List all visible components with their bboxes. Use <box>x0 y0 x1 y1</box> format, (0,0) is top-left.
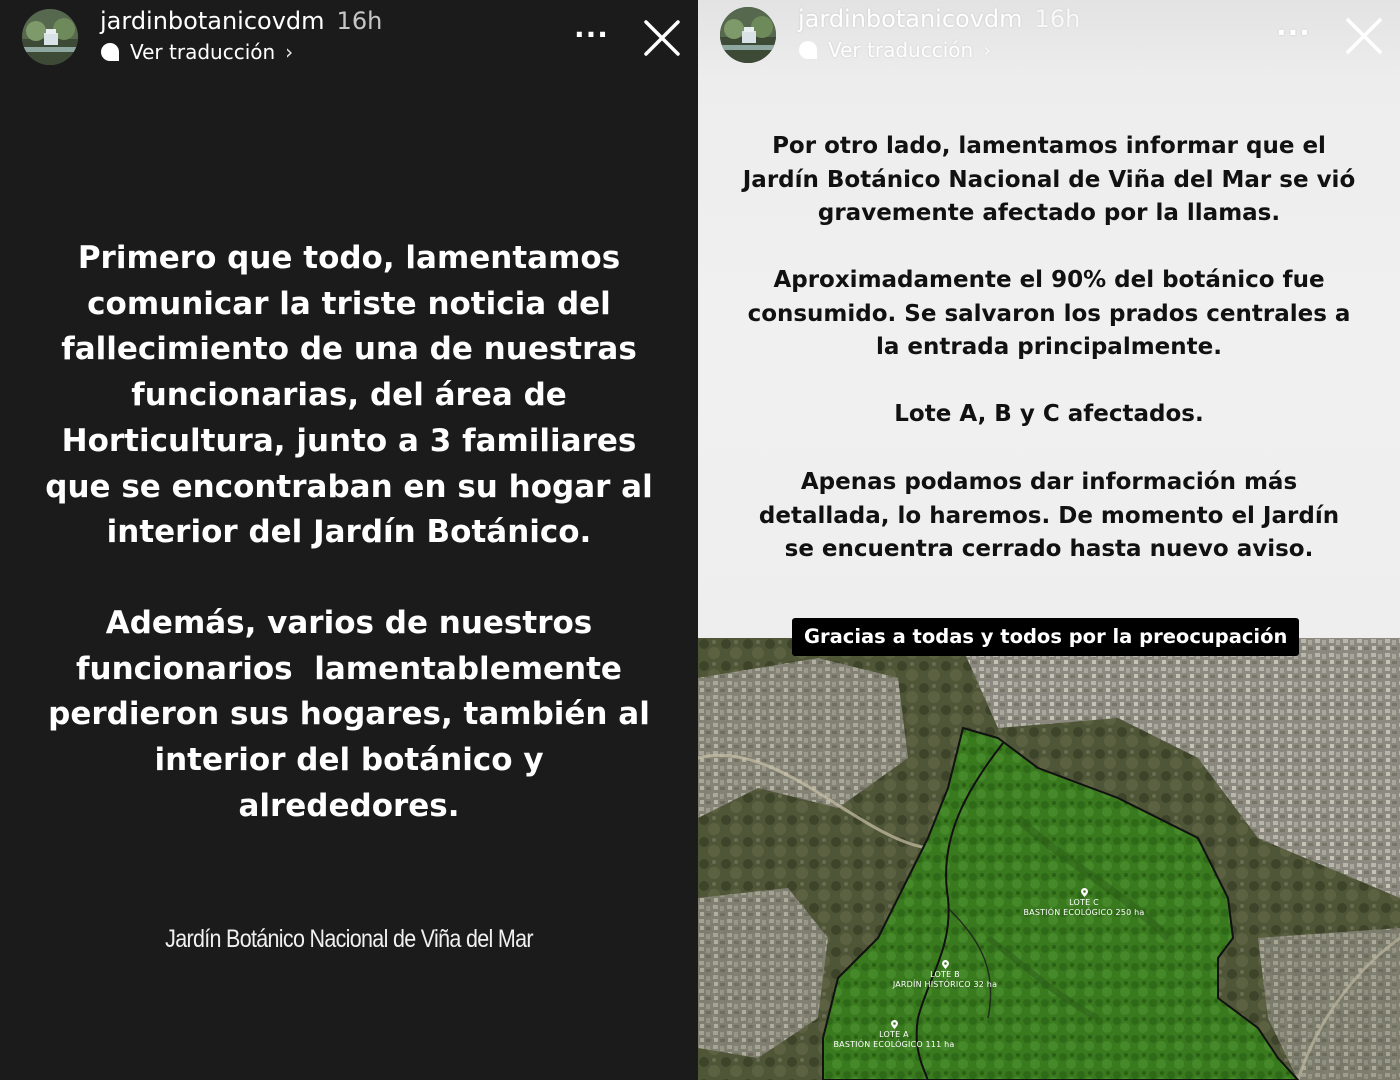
close-icon[interactable] <box>642 18 682 58</box>
story-paragraph-3 <box>718 398 1380 432</box>
story-paragraph-2 <box>718 264 1380 365</box>
text-line: alrededores. <box>238 787 460 824</box>
username[interactable]: jardinbotanicovdm <box>100 7 325 35</box>
map-label-lote-b <box>880 960 1010 990</box>
chevron-right-icon: › <box>285 40 294 64</box>
post-time: 16h <box>336 7 383 35</box>
avatar[interactable] <box>720 7 776 63</box>
post-time: 16h <box>1034 5 1081 33</box>
text-line: Además, varios de nuestros <box>105 605 593 641</box>
lote-name: LOTE A <box>879 1030 909 1039</box>
story-paragraph-1 <box>718 130 1380 231</box>
text-line: comunicar la triste noticia del <box>87 285 611 322</box>
translate-link[interactable] <box>798 38 991 62</box>
translate-bubble-icon <box>100 42 120 62</box>
story-left[interactable] <box>0 0 698 1080</box>
text-line: Jardín Botánico Nacional de Viña del Mar se vió <box>742 166 1356 193</box>
map-label-lote-c <box>1014 888 1154 918</box>
text-line: perdieron sus hogares, también al <box>48 696 650 733</box>
signature: Jardín Botánico Nacional de Viña del Mar <box>165 925 533 953</box>
story-right[interactable] <box>698 0 1400 1080</box>
more-options-icon[interactable]: ··· <box>574 18 609 51</box>
lote-name: LOTE B <box>930 970 960 979</box>
username-row[interactable] <box>100 7 382 35</box>
close-icon[interactable] <box>1344 16 1384 56</box>
map-pin-icon <box>1081 888 1088 897</box>
text-line: detallada, lo haremos. De momento el Jardín <box>758 502 1340 529</box>
more-options-icon[interactable]: ··· <box>1276 16 1311 49</box>
avatar[interactable] <box>22 9 78 65</box>
text-line: Aproximadamente el 90% del botánico fue <box>773 267 1325 293</box>
chevron-right-icon: › <box>983 38 992 62</box>
translate-label: Ver traducción <box>828 38 974 62</box>
text-line: se encuentra cerrado hasta nuevo aviso. <box>784 536 1314 562</box>
story-paragraph-2 <box>40 601 658 830</box>
map-pin-icon <box>891 1020 898 1029</box>
text-line: Por otro lado, lamentamos informar que el <box>772 133 1326 159</box>
translate-label: Ver traducción <box>130 40 276 64</box>
text-line: funcionarios lamentablemente <box>76 650 622 687</box>
story-paragraph-1 <box>40 236 658 556</box>
text-line: la entrada principalmente. <box>876 334 1222 360</box>
lote-desc: JARDÍN HISTÓRICO 32 ha <box>892 980 998 989</box>
text-line: fallecimiento de una de nuestras <box>61 331 637 368</box>
text-line: interior del botánico y <box>154 742 544 779</box>
story-paragraph-4 <box>718 466 1380 567</box>
text-line: Apenas podamos dar información más <box>800 469 1298 495</box>
satellite-map <box>698 638 1400 1080</box>
text-line: gravemente afectado por la llamas. <box>817 200 1281 226</box>
story-header <box>698 0 1400 80</box>
username[interactable]: jardinbotanicovdm <box>798 5 1023 33</box>
username-row[interactable] <box>798 5 1080 33</box>
story-header <box>0 0 698 80</box>
map-pin-icon <box>942 960 949 969</box>
caption-sticker: Gracias a todas y todos por la preocupación <box>792 618 1299 656</box>
text-line: consumido. Se salvaron los prados centrales a <box>747 300 1351 327</box>
text-line: Horticultura, junto a 3 familiares <box>61 422 637 459</box>
lote-name: LOTE C <box>1069 898 1099 907</box>
lote-desc: BASTIÓN ECOLÓGICO 111 ha <box>833 1040 955 1049</box>
map-label-lote-a <box>824 1020 964 1050</box>
text-line: que se encontraban en su hogar al <box>45 468 653 505</box>
text-line: Primero que todo, lamentamos <box>77 240 621 276</box>
text-line: Lote A, B y C afectados. <box>894 401 1204 427</box>
lote-desc: BASTIÓN ECOLÓGICO 250 ha <box>1023 908 1145 917</box>
text-line: funcionarias, del área de <box>131 377 567 414</box>
translate-bubble-icon <box>798 40 818 60</box>
text-line: interior del Jardín Botánico. <box>106 514 592 551</box>
translate-link[interactable] <box>100 40 293 64</box>
